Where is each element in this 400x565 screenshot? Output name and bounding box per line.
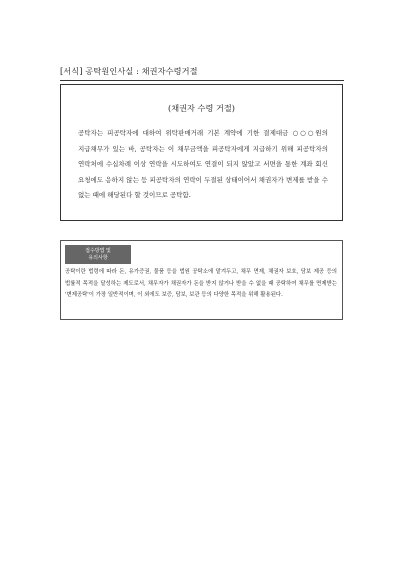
deposit-cause-text: 공탁자는 피공탁자에 대하여 위탁판매거래 기본 계약에 기한 결제대금 ○○○원의 지급채무가 있는 바, 공탁자는 이 채무금액을 피공탁자에게 지급하기 위해 피공탁자의 연락처에 수십차례 이상 연락을 시도하여도 연결이 되지 않았고 서면을 통한 계좌 회신 요청에도 응하지 않는 등 피공탁자의 연락이 두절된 상태이어서 채권자가 변제를 받을 수 없는 때에 해당된다 할 것이므로 공탁함. — [78, 129, 328, 199]
notes-tag-line2: 유의사항 — [88, 254, 108, 261]
notes-box — [60, 240, 343, 320]
document-title: [서식] 공탁원인사실 : 채권자수령거절 — [60, 66, 198, 76]
deposit-cause-box — [60, 84, 343, 221]
notes-tag — [65, 245, 131, 264]
notes-text: 공탁이란 법령에 따라 돈, 유가증권, 물품 등을 법원 공탁소에 맡겨두고, 채무 면제, 채권자 보호, 담보 제공 등의 법률적 목적을 달성하는 제도로서, 채무자가 채권자가 돈을 받지 않거나 받을 수 없을 때 공탁하여 채무를 면제받는 '변제공탁'이 가장 일반적이며, 이 외에도 보증, 담보, 보관 등의 다양한 목적을 위해 활용된다. — [65, 269, 337, 298]
title-underline — [60, 80, 344, 81]
box-heading: (채권자 수령 거절) — [168, 103, 235, 113]
notes-tag-line1: 접수방법 및 — [85, 247, 111, 254]
